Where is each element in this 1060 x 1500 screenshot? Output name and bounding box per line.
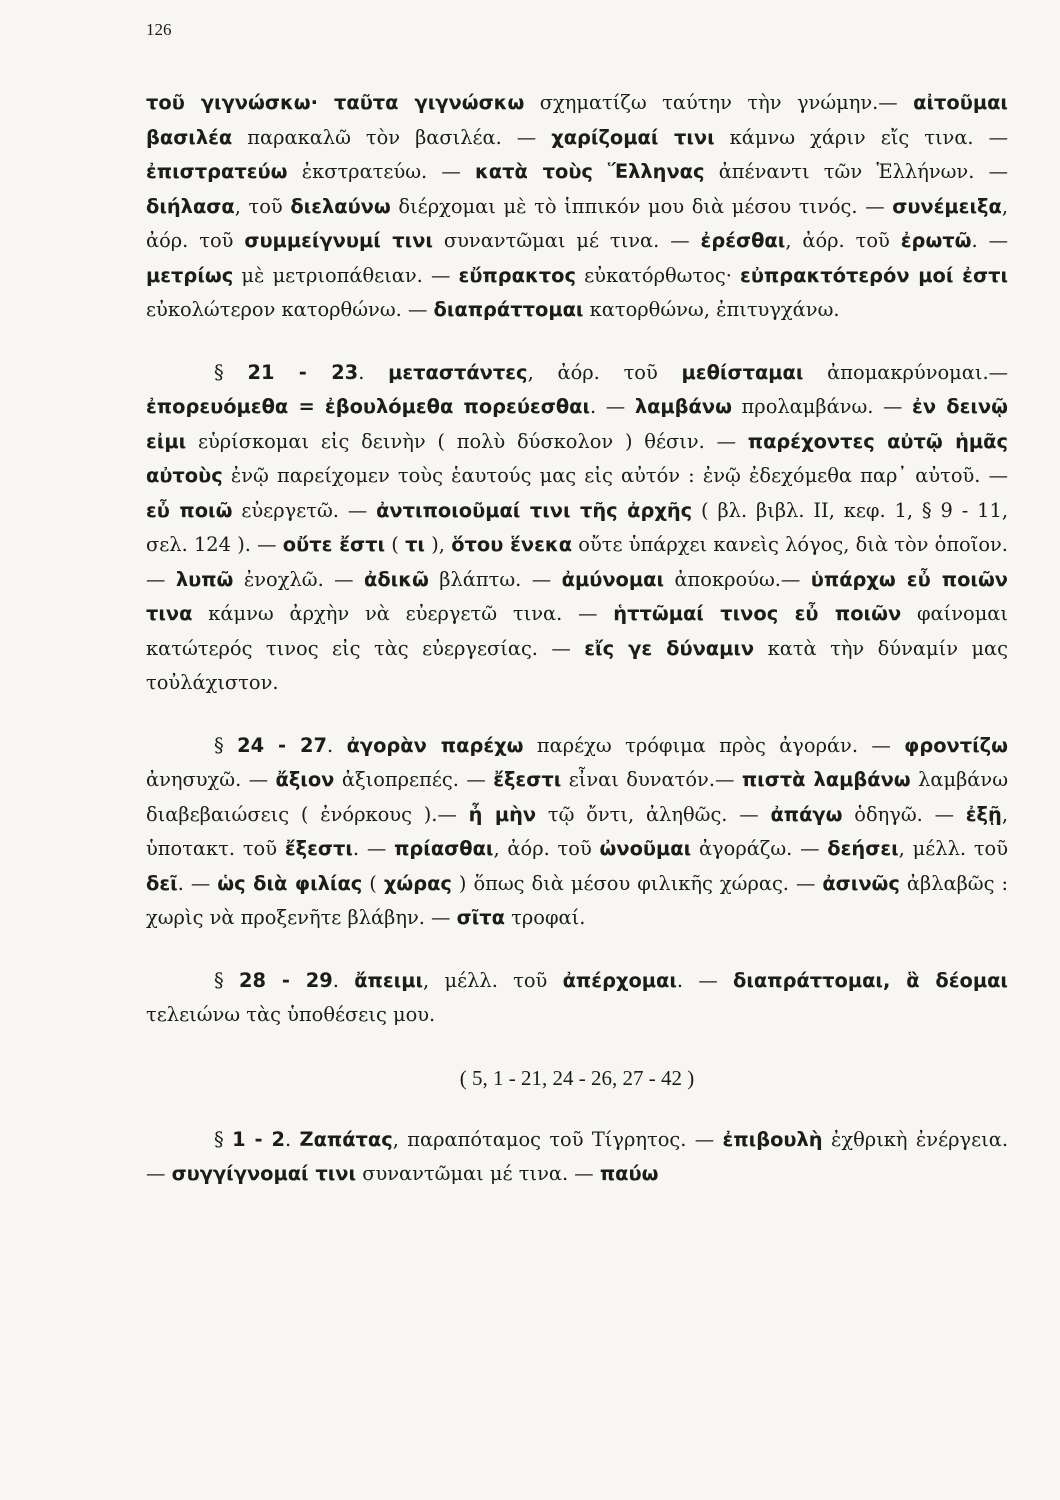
- bold-term: ἐπιστρατεύω: [146, 160, 288, 183]
- bold-term: ἀσινῶς: [822, 871, 900, 895]
- bold-term: ὅτου ἕνεκα: [451, 533, 573, 556]
- bold-term: ἐν δεινῷ εἰμι: [146, 395, 1008, 453]
- gloss-text: ἀξιοπρεπές. —: [334, 768, 494, 791]
- gloss-text: κατὰ τὴν δύναμίν μας τοὐλάχιστον.: [146, 636, 1009, 694]
- bold-term: ἀδικῶ: [364, 567, 429, 591]
- bold-term: ἔξεστι: [493, 768, 562, 791]
- bold-term: ἀμύνομαι: [561, 567, 665, 591]
- gloss-text: παρέχω τρόφιμα πρὸς ἀγοράν. —: [523, 733, 905, 757]
- gloss-text: ὁδηγῶ. —: [842, 802, 966, 826]
- gloss-text: , μέλλ. τοῦ: [898, 837, 1009, 860]
- gloss-text: μὲ μετριοπάθειαν. —: [233, 263, 459, 287]
- gloss-text: εὑρίσκομαι εἰς δεινὴν ( πολὺ δύσκολον ) θέσιν. —: [186, 429, 748, 453]
- gloss-text: , ὑποτακτ. τοῦ: [146, 802, 1008, 860]
- gloss-text: . —: [177, 871, 218, 895]
- gloss-text: φαίνομαι κατώτερός τινος εἰς τὰς εὐεργεσίας. —: [146, 602, 1008, 660]
- paragraph-1: [146, 86, 1008, 328]
- bold-term: πιστὰ λαμβάνω: [741, 768, 911, 791]
- gloss-text: ἀπέναντι τῶν Ἑλλήνων. —: [704, 160, 1008, 183]
- bold-term: ἦ μὴν: [468, 802, 537, 826]
- bold-term: ἔξεστι: [284, 837, 353, 860]
- gloss-text: ἀνησυχῶ. —: [146, 768, 276, 791]
- bold-term: ἐξῇ: [965, 802, 1002, 826]
- gloss-text: ἐκστρατεύω. —: [287, 160, 476, 183]
- gloss-text: , ἀόρ. τοῦ: [493, 837, 600, 860]
- gloss-text: . —: [971, 229, 1009, 252]
- gloss-text: εὐεργετῶ. —: [232, 498, 377, 522]
- gloss-text: εὐκολώτερον κατορθώνω. —: [146, 298, 434, 321]
- gloss-text: (: [362, 871, 384, 895]
- bold-term: διαπράττομαι, ἃ δέομαι: [733, 968, 1008, 992]
- paragraph-4: [146, 964, 1008, 1033]
- bold-term: σῖτα: [456, 906, 505, 929]
- bold-term: αἰτοῦμαι βασιλέα: [146, 91, 1008, 149]
- bold-term: μεθίσταμαι: [681, 360, 804, 384]
- bold-term: χαρίζομαί τινι: [551, 125, 715, 149]
- gloss-text: ἐνοχλῶ. —: [233, 567, 365, 591]
- text-block: [146, 86, 1008, 1192]
- gloss-text: , ἀόρ. τοῦ: [527, 360, 682, 384]
- bold-term: εὐπρακτότερόν μοί ἐστι: [740, 263, 1008, 287]
- gloss-text: εὐκατόρθωτος·: [575, 263, 741, 287]
- bold-term: ὑπάρχω εὖ ποιῶν τινα: [146, 567, 1009, 625]
- gloss-text: , μέλλ. τοῦ: [423, 968, 563, 992]
- gloss-text: ἀπομακρύνομαι.—: [803, 360, 1009, 384]
- bold-term: ἐπιβουλὴ: [722, 1127, 823, 1151]
- bold-term: παύω: [599, 1162, 659, 1185]
- bold-term: ἀντιποιοῦμαί τινι τῆς ἀρχῆς: [376, 498, 693, 522]
- gloss-text: §: [214, 1127, 233, 1151]
- gloss-text: οὔτε ὑπάρχει κανεὶς λόγος, διὰ τὸν ὁποῖον. —: [146, 533, 1008, 591]
- gloss-text: (: [385, 533, 406, 556]
- paragraph-3: [146, 729, 1008, 936]
- bold-term: λαμβάνω: [634, 395, 732, 418]
- gloss-text: . —: [352, 837, 395, 860]
- gloss-text: συναντῶμαι μέ τινα. —: [356, 1162, 600, 1185]
- bold-term: 28 - 29: [238, 968, 333, 992]
- gloss-text: κάμνω ἀρχὴν νὰ εὐεργετῶ τινα. —: [192, 602, 614, 625]
- bold-term: 21 - 23: [247, 360, 359, 384]
- gloss-text: , παραπόταμος τοῦ Τίγρητος. —: [392, 1127, 723, 1151]
- bold-term: διελαύνω: [290, 194, 391, 218]
- gloss-text: διέρχομαι μὲ τὸ ἱππικόν μου διὰ μέσου τινός. —: [390, 194, 893, 218]
- gloss-text: προλαμβάνω. —: [731, 395, 913, 418]
- gloss-text: παρακαλῶ τὸν βασιλέα. —: [232, 125, 552, 149]
- gloss-text: ( βλ. βιβλ. II, κεφ. 1, § 9 - 11, σελ. 124 ). —: [146, 498, 1009, 556]
- gloss-text: ἀγοράζω. —: [691, 837, 828, 860]
- bold-term: δεήσει: [827, 837, 899, 860]
- bold-term: πρίασθαι: [394, 837, 494, 860]
- bold-term: διαπράττομαι: [433, 298, 584, 321]
- bold-term: συμμείγνυμί τινι: [244, 229, 433, 252]
- bold-term: ἀπάγω: [770, 802, 843, 826]
- bold-term: Ζαπάτας: [299, 1127, 393, 1151]
- bold-term: ἡττῶμαί τινος εὖ ποιῶν: [613, 602, 902, 625]
- gloss-text: , ἀόρ. τοῦ: [785, 229, 901, 252]
- bold-term: κατὰ τοὺς Ἕλληνας: [475, 160, 705, 183]
- gloss-text: εἶναι δυνατόν.—: [561, 768, 742, 791]
- gloss-text: . —: [590, 395, 635, 418]
- bold-term: φροντίζω: [904, 733, 1008, 757]
- gloss-text: ) ὅπως διὰ μέσου φιλικῆς χώρας. —: [451, 871, 823, 895]
- gloss-text: . —: [676, 968, 734, 992]
- gloss-text: ἀποκρούω.—: [664, 567, 811, 591]
- bold-term: 1 - 2: [232, 1127, 285, 1151]
- gloss-text: §: [214, 733, 238, 757]
- bold-term: ἀγορὰν παρέχω: [346, 733, 524, 757]
- bold-term: 24 - 27: [237, 733, 328, 757]
- gloss-text: σχηματίζω ταύτην τὴν γνώμην.—: [524, 91, 914, 114]
- gloss-text: ἐνῷ παρείχομεν τοὺς ἑαυτούς μας εἰς αὐτόν : ἐνῷ ἐδεχόμεθα παρ᾽ αὐτοῦ. —: [222, 464, 1008, 487]
- gloss-text: §: [214, 968, 239, 992]
- bold-term: τι: [405, 533, 425, 556]
- bold-term: μεταστάντες: [388, 360, 528, 384]
- gloss-text: ἐχθρικὴ ἐνέργεια. —: [146, 1127, 1009, 1185]
- bold-term: τοῦ γιγνώσκω· ταῦτα γιγνώσκω: [146, 91, 525, 114]
- gloss-text: συναντῶμαι μέ τινα. —: [432, 229, 701, 252]
- gloss-text: , τοῦ: [234, 194, 291, 218]
- gloss-text: βλάπτω. —: [428, 567, 562, 591]
- paragraph-5: [146, 1123, 1008, 1192]
- bold-term: δεῖ: [146, 871, 178, 895]
- gloss-text: τῷ ὄντι, ἀληθῶς. —: [536, 802, 771, 826]
- bold-term: εἴς γε δύναμιν: [584, 636, 755, 660]
- gloss-text: ἀβλαβῶς : χωρὶς νὰ προξενῆτε βλάβην. —: [146, 871, 1008, 929]
- bold-term: ἀπέρχομαι: [562, 968, 677, 992]
- gloss-text: κάμνω χάριν εἴς τινα. —: [714, 125, 1008, 149]
- section-reference: ( 5, 1 - 21, 24 - 26, 27 - 42 ): [459, 1065, 695, 1090]
- bold-term: εὔπρακτος: [458, 263, 576, 287]
- bold-term: ἄπειμι: [354, 968, 424, 992]
- bold-term: ἄξιον: [275, 768, 335, 791]
- bold-term: ἐρέσθαι: [700, 229, 786, 252]
- bold-term: ἐρωτῶ: [900, 229, 972, 252]
- gloss-text: κατορθώνω, ἐπιτυγχάνω.: [583, 298, 840, 321]
- bold-term: οὔτε ἔστι: [282, 533, 386, 556]
- bold-term: ὠνοῦμαι: [599, 837, 692, 860]
- bold-term: μετρίως: [146, 263, 234, 287]
- bold-term: χώρας: [383, 871, 452, 895]
- gloss-text: τροφαί.: [504, 906, 586, 929]
- gloss-text: .: [358, 360, 389, 384]
- bold-term: συγγίγνομαί τινι: [171, 1162, 357, 1185]
- bold-term: διήλασα: [146, 194, 235, 218]
- gloss-text: .: [327, 733, 347, 757]
- gloss-text: τελειώνω τὰς ὑποθέσεις μου.: [146, 1003, 436, 1026]
- bold-term: παρέχοντες αὐτῷ ἡμᾶς αὐτοὺς: [146, 429, 1008, 487]
- bold-term: ὡς διὰ φιλίας: [217, 871, 363, 895]
- bold-term: εὖ ποιῶ: [146, 498, 233, 522]
- page-number: 126: [146, 20, 172, 39]
- gloss-text: .: [284, 1127, 300, 1151]
- paragraph-2: [146, 356, 1008, 701]
- bold-term: συνέμειξα: [892, 194, 1002, 218]
- gloss-text: , ἀόρ. τοῦ: [146, 194, 1008, 252]
- gloss-text: .: [332, 968, 355, 992]
- bold-term: λυπῶ: [175, 567, 234, 591]
- bold-term: ἐπορευόμεθα = ἐβουλόμεθα πορεύεσθαι: [146, 395, 591, 418]
- gloss-text: §: [214, 360, 248, 384]
- gloss-text: ),: [425, 533, 452, 556]
- gloss-text: λαμβάνω διαβεβαιώσεις ( ἐνόρκους ).—: [146, 768, 1009, 826]
